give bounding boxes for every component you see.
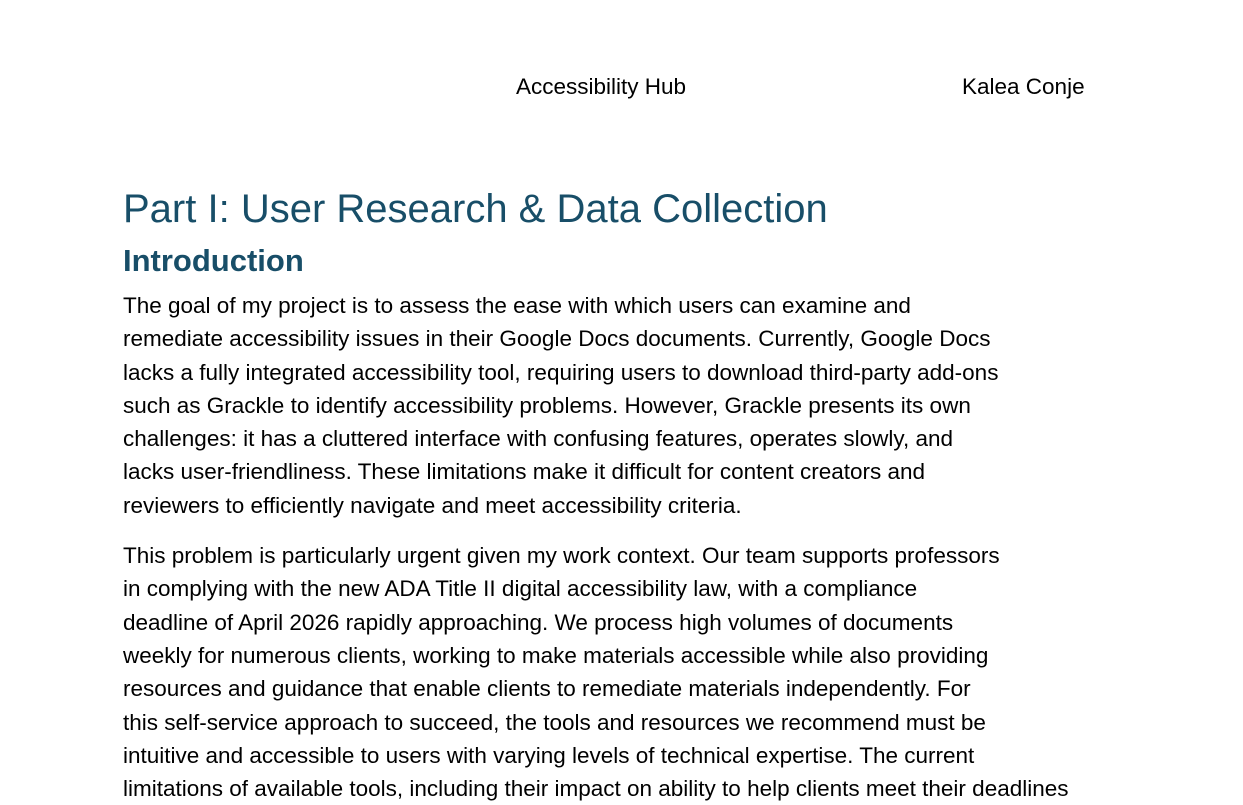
paragraph-line: weekly for numerous clients, working to make materials accessible while also providing [123, 642, 989, 668]
part-title: Part I: User Research & Data Collection [123, 187, 828, 231]
paragraph-line: The goal of my project is to assess the ease with which users can examine and [123, 293, 911, 318]
paragraph-line: such as Grackle to identify accessibility problems. However, Grackle presents its own [123, 392, 971, 418]
header-author: Kalea Conje [962, 74, 1085, 99]
paragraph-line: challenges: it has a cluttered interface with confusing features, operates slowly, and [123, 426, 954, 452]
paragraph-1 [123, 289, 1113, 522]
paragraph-line: lacks user-friendliness. These limitations make it difficult for content creators and [123, 459, 926, 485]
header-title: Accessibility Hub [516, 74, 687, 99]
paragraph-2 [123, 539, 1113, 805]
paragraph-line: lacks a fully integrated accessibility tool, requiring users to download third-party add-ons [123, 359, 999, 385]
paragraph-line: in complying with the new ADA Title II digital accessibility law, with a compliance [123, 576, 918, 602]
paragraph-line: reviewers to efficiently navigate and meet accessibility criteria. [123, 492, 742, 518]
paragraph-line: resources and guidance that enable clients to remediate materials independently. For [123, 676, 971, 702]
document-body [123, 184, 1113, 805]
paragraph-line: intuitive and accessible to users with varying levels of technical expertise. The current [123, 742, 975, 768]
paragraph-line-clipped: limitations of available tools, including their impact on ability to help clients meet their deadlines [123, 776, 1069, 802]
paragraph-line: deadline of April 2026 rapidly approaching. We process high volumes of documents [123, 609, 954, 635]
paragraph-line: remediate accessibility issues in their Google Docs documents. Currently, Google Docs [123, 326, 991, 352]
section-heading-introduction: Introduction [123, 243, 304, 278]
paragraph-line: This problem is particularly urgent given my work context. Our team supports professors [123, 543, 1000, 569]
paragraph-line: this self-service approach to succeed, the tools and resources we recommend must be [123, 709, 986, 735]
